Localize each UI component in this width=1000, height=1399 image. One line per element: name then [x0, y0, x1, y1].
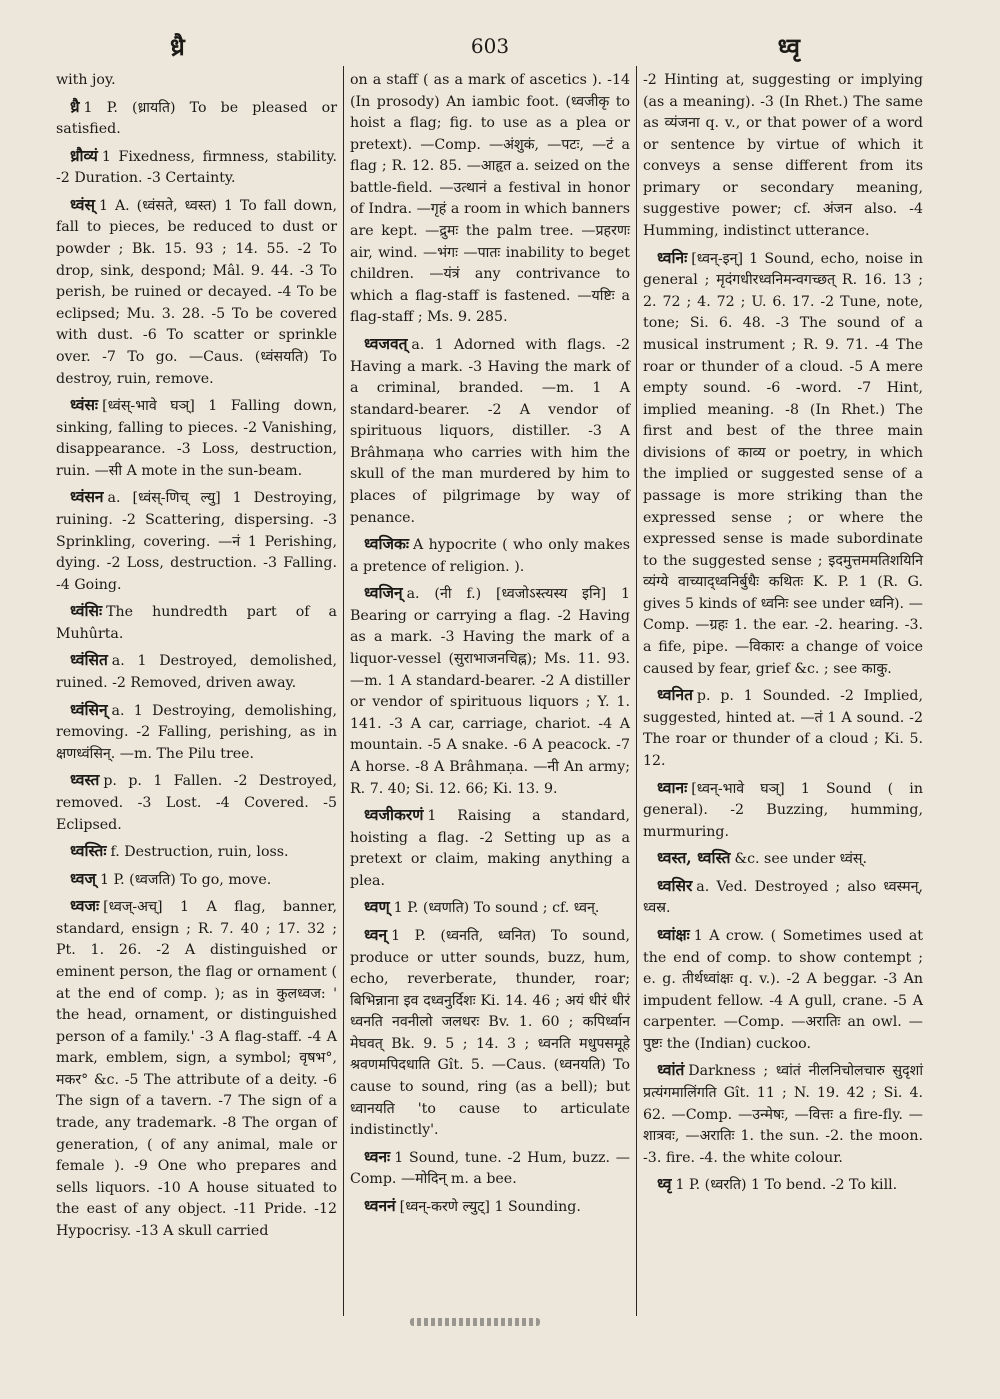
entry-headword: ध्वंसन: [70, 487, 104, 507]
entry-definition: a. (नी f.) [ध्वजोऽस्त्यस्य इनि] 1 Bearing or carrying a flag. -2 Having as a mark. -3 Having the mark of a liquor-vessel (सुराभाजनचिह्न); Ms. 11. 93. —m. 1 A standard-bearer. -2 A distiller or vendor of spirituous liquors ; Y. 1. 141. -3 A car, carriage, chariot. -4 A mountain. -5 A snake. -6 A peacock. -7 A horse. -8 A Brâhmaṇa. —नी An army; R. 7. 40; Si. 12. 66; Ki. 13. 9.: [350, 586, 630, 797]
dictionary-entry: [56, 867, 337, 892]
dictionary-entry: [350, 332, 630, 529]
dictionary-entry: [350, 1145, 630, 1191]
entry-definition: 1 Sound, tune. -2 Hum, buzz. —Comp. —मोदिन् m. a bee.: [350, 1149, 630, 1188]
entry-headword: ध्वस्तिः: [70, 841, 107, 861]
dictionary-entry: [56, 894, 337, 1242]
entry-definition: 1 P. (ध्वनति, ध्वनित) To sound, produce or utter sounds, buzz, hum, echo, reverberate, thunder, roar; बिभिन्नाना इव दध्वनुर्दिशः Ki. 14. 46 ; अयं धीरं धीरं ध्वनति नवनीलो जलधरः Bv. 1. 60 ; कपिर्ध्वान मेघवत् Bk. 9. 5 ; 14. 3 ; ध्वनति मधुपसमूहे श्रवणमपिदधाति Gît. 5. —Caus. (ध्वनयति) To cause to sound, ring (as a bell); but ध्वानयति 'to cause to articulate indistinctly'.: [350, 927, 630, 1139]
entry-headword: ध्वांक्षः: [657, 924, 690, 944]
entry-headword: ध्वंस्: [70, 194, 95, 214]
dictionary-entry: [643, 874, 923, 920]
entry-definition: Darkness ; ध्वांतं नीलनिचोलचारु सुदृशां प्रत्यंगमालिंगति Gît. 11 ; N. 19. 42 ; Si. 4. 62. —Comp. —उन्मेषः, —वित्तः a fire-fly. —शात्रवः, —अरातिः 1. the sun. -2. the moon. -3. fire. -4. the white colour.: [643, 1063, 923, 1166]
entry-headword: ध्वनिः: [657, 247, 688, 267]
footer-ornament: [410, 1318, 540, 1326]
dictionary-entry: [56, 393, 337, 482]
entry-definition: A hypocrite ( who only makes a pretence of religion. ).: [350, 537, 630, 575]
entry-definition: 1 Fixedness, firmness, stability. -2 Duration. -3 Certainty.: [56, 148, 337, 187]
entry-headword: ध्वज्: [70, 868, 96, 888]
dictionary-entry: [643, 683, 923, 772]
page-header: [50, 22, 930, 62]
entry-definition: 1 P. (ध्वणति) To sound ; cf. ध्वन्.: [393, 900, 600, 917]
entry-headword: ध्वनित: [657, 685, 693, 705]
dictionary-entry: [56, 648, 337, 694]
entry-headword: ध्वसिर: [657, 875, 693, 895]
entry-headword: ध्वनः: [364, 1146, 391, 1166]
entry-headword: ध्वजीकरणं: [364, 805, 424, 825]
entry-headword: ध्वांतं: [657, 1060, 685, 1080]
dictionary-entry: [56, 144, 337, 190]
entry-headword: ध्रौव्यं: [70, 145, 98, 165]
entry-headword: ध्वृ: [657, 1174, 672, 1194]
dictionary-entry: [643, 246, 923, 681]
dictionary-entry: [350, 803, 630, 892]
entry-headword: ध्वानः: [657, 777, 688, 797]
entry-headword: ध्वस्त, ध्वस्ति: [657, 848, 731, 868]
entry-headword: ध्रै: [70, 96, 80, 116]
entry-definition: 1 A crow. ( Sometimes used at the end of comp. to show contempt ; e. g. तीर्थध्वांक्षः q. v.). -2 A beggar. -3 An impudent fellow. -4 A gull, crane. -5 A carpenter. —Comp. —अरातिः an owl. —पुष्टः the (Indian) cuckoo.: [643, 927, 923, 1052]
dictionary-entry: [56, 768, 337, 836]
dictionary-entry: [56, 698, 337, 766]
entry-headword: ध्वंसः: [70, 395, 99, 415]
dictionary-entry: [56, 193, 337, 390]
entry-headword: ध्वजः: [70, 896, 100, 916]
entry-headword: ध्वंसित: [70, 650, 108, 670]
entry-definition: [ध्वंस्-भावे घञ्] 1 Falling down, sinking, falling to pieces. -2 Vanishing, disappearance. -3 Loss, destruction, ruin. —सी A mote in the sun-beam.: [56, 398, 337, 479]
entry-definition: 1 A. (ध्वंसते, ध्वस्त) 1 To fall down, fall to pieces, be reduced to dust or powder ; Bk. 15. 93 ; 14. 55. -2 To drop, sink, despond; Mâl. 9. 44. -3 To perish, be ruined or decayed. -4 To be eclipsed; Mu. 3. 28. -5 To be covered with dust. -6 To scatter or sprinkle over. -7 To go. —Caus. (ध्वंसयति) To destroy, ruin, remove.: [56, 197, 337, 387]
entry-definition: 1 P. (ध्वजति) To go, move.: [99, 871, 272, 888]
header-left-guideword: ध्रै: [170, 32, 185, 61]
entry-definition: a. 1 Destroyed, demolished, ruined. -2 Removed, driven away.: [56, 653, 337, 692]
entry-definition: a. [ध्वंस्-णिच् ल्यु] 1 Destroying, ruining. -2 Scattering, dispersing. -3 Sprinkling, covering. —नं 1 Perishing, dying. -2 Loss, destruction. -3 Falling. -4 Going.: [56, 490, 337, 593]
entry-definition: 1 P. (ध्वरति) 1 To bend. -2 To kill.: [675, 1177, 898, 1194]
dictionary-entry: [350, 581, 630, 800]
entry-definition: -2 Hinting at, suggesting or implying (as a meaning). -3 (In Rhet.) The same as व्यंजना q. v., or that power of a word or sentence by virtue of which it conveys a sense different from its primary or secondary meaning, suggestive power; cf. अंजन also. -4 Humming, indistinct utterance.: [643, 72, 923, 240]
header-right-guideword: ध्वृ: [777, 32, 800, 61]
entry-headword: ध्वण्: [364, 897, 390, 917]
page-number: 603: [470, 34, 510, 58]
dictionary-entry: [56, 599, 337, 645]
entry-definition: 1 P. (ध्रायति) To be pleased or satisfied.: [56, 99, 337, 138]
dictionary-entry: [56, 485, 337, 596]
dictionary-entry: [56, 839, 337, 864]
entry-definition: a. 1 Destroying, demolishing, removing. -2 Falling, perishing, as in क्षणध्वंसिन्. —m. The Pilu tree.: [56, 702, 337, 762]
dictionary-entry: [350, 532, 630, 578]
column-middle: [343, 66, 636, 1316]
dictionary-columns: [50, 66, 930, 1316]
dictionary-entry: [643, 846, 923, 871]
entry-definition: a. Ved. Destroyed ; also ध्वस्मन्, ध्वस्र.: [643, 878, 923, 917]
entry-headword: ध्वजिन्: [364, 583, 403, 603]
column-left: [50, 66, 343, 1316]
entry-headword: ध्वन्: [364, 924, 388, 944]
dictionary-entry: [350, 895, 630, 920]
dictionary-entry: [643, 1172, 923, 1197]
dictionary-entry: [643, 70, 923, 243]
entry-definition: 1 Raising a standard, hoisting a flag. -2 Setting up as a pretext or claim, making anything a plea.: [350, 808, 630, 889]
dictionary-entry: [643, 923, 923, 1055]
entry-definition: [ध्वन्-भावे घञ्] 1 Sound ( in general). -2 Buzzing, humming, murmuring.: [643, 780, 923, 840]
entry-definition: [ध्वज्-अच्] 1 A flag, banner, standard, ensign ; R. 7. 40 ; 17. 32 ; Pt. 1. 26. -2 A distinguished or eminent person, the flag or ornament ( at the end of comp. ); as in कुलध्वज: ' the head, ornament, or distinguished person of a family.' -3 A flag-staff. -4 A mark, emblem, sign, a symbol; वृषभ°, मकर° &c. -5 The attribute of a deity. -6 The sign of a tavern. -7 The sign of a trade, any trademark. -8 The organ of generation, ( of any animal, male or female ). -9 One who prepares and sells liquors. -10 A house situated to the east of any object. -11 Pride. -12 Hypocrisy. -13 A skull carried: [56, 899, 337, 1239]
dictionary-entry: [350, 923, 630, 1142]
dictionary-entry: [350, 1194, 630, 1219]
dictionary-entry: [56, 95, 337, 141]
entry-definition: f. Destruction, ruin, loss.: [110, 844, 289, 861]
entry-headword: ध्वननं: [364, 1195, 396, 1215]
entry-headword: ध्वजवत्: [364, 333, 408, 353]
entry-definition: on a staff ( as a mark of ascetics ). -14 (In prosody) An iambic foot. (ध्वजीकृ to hoist a flag; fig. to use as a plea or pretext). —Comp. —अंशुकं, —पटः, —टं a flag ; R. 12. 85. —आहृत a. seized on the battle-field. —उत्थानं a festival in honor of Indra. —गृहं a room in which banners are kept. —द्रुमः the palm tree. —प्रहरणः air, wind. —भंगः —पातः inability to beget children. —यंत्रं any contrivance to which a flag-staff is fastened. —यष्टिः a flag-staff ; Ms. 9. 285.: [350, 72, 630, 326]
entry-definition: p. p. 1 Fallen. -2 Destroyed, removed. -3 Lost. -4 Covered. -5 Eclipsed.: [56, 773, 337, 833]
dictionary-entry: [350, 70, 630, 329]
entry-definition: p. p. 1 Sounded. -2 Implied, suggested, hinted at. —तं 1 A sound. -2 The roar or thunder of a cloud ; Ki. 5. 12.: [643, 688, 923, 769]
entry-headword: ध्वस्त: [70, 770, 100, 790]
entry-definition: &c. see under ध्वंस्.: [734, 851, 867, 868]
dictionary-entry: [643, 776, 923, 844]
entry-definition: with joy.: [56, 72, 116, 88]
dictionary-entry: [56, 70, 337, 92]
entry-definition: a. 1 Adorned with flags. -2 Having a mark. -3 Having the mark of a criminal, branded. —m. 1 A standard-bearer. -2 A vendor of spirituous liquors, distiller. -3 A Brâhmaṇa who carries with him the skull of the man murdered by him to places of pilgrimage by way of penance.: [350, 336, 630, 526]
dictionary-entry: [643, 1058, 923, 1169]
entry-headword: ध्वंसिः: [70, 601, 103, 621]
entry-definition: The hundredth part of a Muhûrta.: [56, 604, 337, 642]
entry-headword: ध्वंसिन्: [70, 699, 108, 719]
column-right: [636, 66, 929, 1316]
entry-headword: ध्वजिकः: [364, 534, 409, 554]
entry-definition: [ध्वन्-करणे ल्युट्] 1 Sounding.: [399, 1198, 581, 1215]
entry-definition: [ध्वन्-इन्] 1 Sound, echo, noise in general ; मृदंगधीरध्वनिमन्वगच्छत् R. 16. 13 ; 2. 72 ; 4. 72 ; U. 6. 17. -2 Tune, note, tone; Si. 6. 48. -3 The sound of a musical instrument ; R. 9. 71. -4 The roar or thunder of a cloud. -5 A mere empty sound. -6 -word. -7 Hint, implied meaning. -8 (In Rhet.) The first and best of the three main divisions of काव्य or poetry, in which the implied or suggested sense of a passage is more striking than the expressed sense ; or where the expressed sense is made subordinate to the suggested sense ; इदमुत्तममतिशयिनि व्यंग्ये वाच्याद्ध्वनिर्बुधैः कथितः K. P. 1 (R. G. gives 5 kinds of ध्वनिः see under ध्वनि). —Comp. —ग्रहः 1. the ear. -2. hearing. -3. a fife, pipe. —विकारः a change of voice caused by fear, grief &c. ; see काकु.: [643, 250, 923, 677]
